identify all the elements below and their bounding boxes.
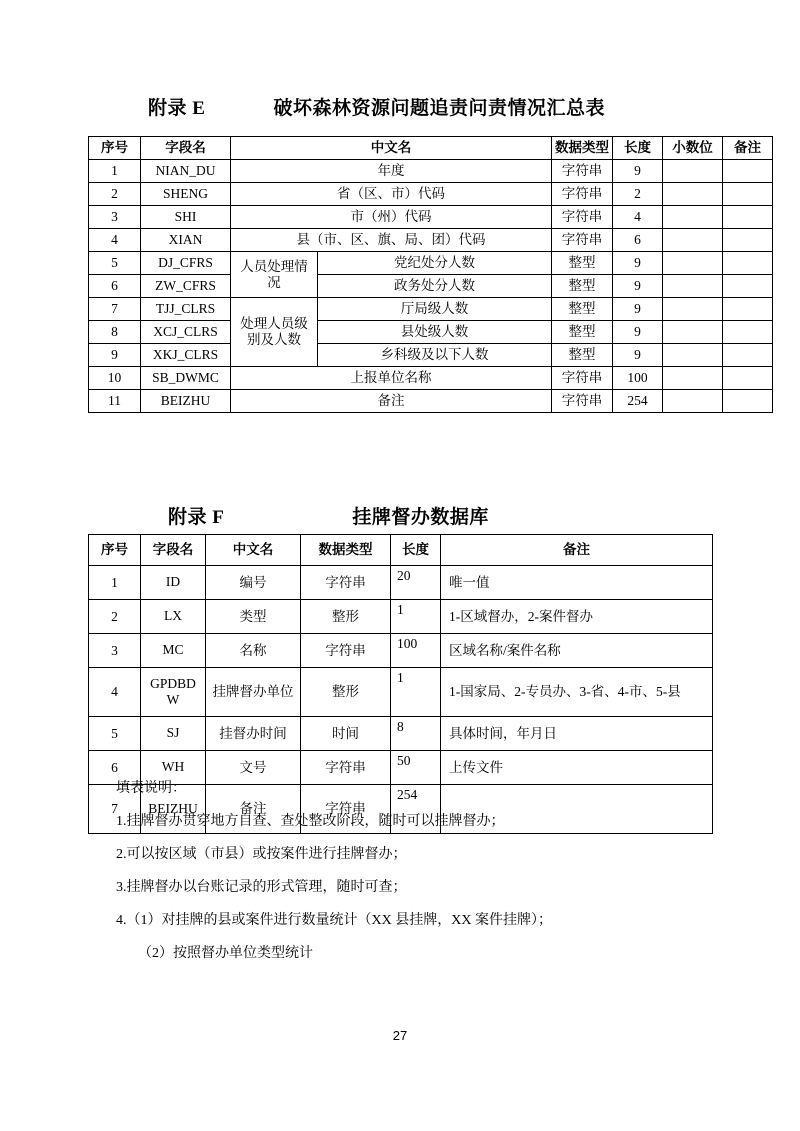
cell-remark <box>723 160 773 183</box>
cell-seq: 1 <box>89 160 141 183</box>
appendix-e-table <box>88 136 773 413</box>
cell-length: 9 <box>613 298 663 321</box>
cell-decimal <box>663 229 723 252</box>
table-row <box>89 668 713 717</box>
cell-length: 254 <box>613 390 663 413</box>
cell-data-type: 字符串 <box>301 785 391 834</box>
cell-length: 50 <box>391 751 441 785</box>
cell-decimal <box>663 160 723 183</box>
cell-seq: 11 <box>89 390 141 413</box>
cell-decimal <box>663 206 723 229</box>
cell-remark <box>723 321 773 344</box>
cell-chinese-name: 挂督办时间 <box>206 717 301 751</box>
cell-data-type: 时间 <box>301 717 391 751</box>
cell-field-name: ZW_CFRS <box>141 275 231 298</box>
cell-seq: 4 <box>89 668 141 717</box>
cell-data-type: 字符串 <box>301 634 391 668</box>
cell-seq: 9 <box>89 344 141 367</box>
header-data-type: 数据类型 <box>552 137 613 160</box>
table-header-row <box>89 535 713 566</box>
cell-field-name: GPDBDW <box>141 668 206 717</box>
cell-data-type: 字符串 <box>552 367 613 390</box>
page-number: 27 <box>392 1028 408 1043</box>
cell-seq: 3 <box>89 206 141 229</box>
table-header-row <box>89 137 773 160</box>
header-field-name: 字段名 <box>141 137 231 160</box>
cell-length: 9 <box>613 160 663 183</box>
cell-data-type: 字符串 <box>301 751 391 785</box>
cell-remark <box>723 390 773 413</box>
notes-item-2: 2.可以按区域（市县）或按案件进行挂牌督办； <box>116 847 407 862</box>
cell-length: 100 <box>613 367 663 390</box>
cell-seq: 5 <box>89 252 141 275</box>
header-seq: 序号 <box>89 137 141 160</box>
cell-data-type: 字符串 <box>552 160 613 183</box>
cell-length: 9 <box>613 321 663 344</box>
header-remark: 备注 <box>723 137 773 160</box>
cell-field-name: SHENG <box>141 183 231 206</box>
cell-chinese-name: 备注 <box>231 390 552 413</box>
cell-length: 4 <box>613 206 663 229</box>
cell-data-type: 整型 <box>552 344 613 367</box>
cell-seq: 7 <box>89 785 141 834</box>
cell-group-personnel-level: 处理人员级别及人数 <box>231 298 318 367</box>
cell-field-name: XKJ_CLRS <box>141 344 231 367</box>
table-row <box>89 321 773 344</box>
table-row <box>89 275 773 298</box>
cell-chinese-name: 政务处分人数 <box>318 275 552 298</box>
cell-decimal <box>663 252 723 275</box>
cell-length: 9 <box>613 252 663 275</box>
cell-decimal <box>663 367 723 390</box>
cell-chinese-name: 厅局级人数 <box>318 298 552 321</box>
cell-chinese-name: 编号 <box>206 566 301 600</box>
notes-item-3: 3.挂牌督办以台账记录的形式管理，随时可查； <box>116 880 407 895</box>
cell-field-name: WH <box>141 751 206 785</box>
cell-remark <box>723 298 773 321</box>
cell-seq: 2 <box>89 600 141 634</box>
appendix-e-label: 附录 E <box>148 98 206 119</box>
cell-seq: 5 <box>89 717 141 751</box>
table-row <box>89 367 773 390</box>
cell-field-name: DJ_CFRS <box>141 252 231 275</box>
notes-item-4-sub-2: （2）按照督办单位类型统计 <box>138 946 313 961</box>
cell-field-name: BEIZHU <box>141 785 206 834</box>
appendix-f-title-row <box>168 502 489 529</box>
cell-group-personnel-handling: 人员处理情况 <box>231 252 318 298</box>
cell-data-type: 字符串 <box>301 566 391 600</box>
cell-remark <box>723 206 773 229</box>
cell-decimal <box>663 321 723 344</box>
cell-length: 8 <box>391 717 441 751</box>
cell-remark: 区域名称/案件名称 <box>441 634 713 668</box>
header-length: 长度 <box>391 535 441 566</box>
table-row <box>89 751 713 785</box>
cell-field-name: TJJ_CLRS <box>141 298 231 321</box>
cell-field-name: NIAN_DU <box>141 160 231 183</box>
cell-remark <box>723 183 773 206</box>
notes-item-1: 1.挂牌督办贯穿地方自查、查处整改阶段，随时可以挂牌督办； <box>116 814 505 829</box>
cell-data-type: 整型 <box>552 298 613 321</box>
table-row <box>89 206 773 229</box>
cell-chinese-name: 县处级人数 <box>318 321 552 344</box>
appendix-f-title: 挂牌督办数据库 <box>352 507 489 528</box>
cell-remark <box>723 252 773 275</box>
table-row <box>89 390 773 413</box>
cell-data-type: 字符串 <box>552 229 613 252</box>
cell-chinese-name: 县（市、区、旗、局、团）代码 <box>231 229 552 252</box>
header-field-name: 字段名 <box>141 535 206 566</box>
cell-length: 1 <box>391 668 441 717</box>
cell-seq: 3 <box>89 634 141 668</box>
cell-data-type: 字符串 <box>552 206 613 229</box>
cell-remark <box>723 275 773 298</box>
cell-field-name: MC <box>141 634 206 668</box>
cell-seq: 10 <box>89 367 141 390</box>
table-row <box>89 183 773 206</box>
cell-data-type: 整型 <box>552 321 613 344</box>
cell-length: 2 <box>613 183 663 206</box>
cell-chinese-name: 省（区、市）代码 <box>231 183 552 206</box>
header-chinese-name: 中文名 <box>206 535 301 566</box>
cell-length: 100 <box>391 634 441 668</box>
cell-decimal <box>663 390 723 413</box>
cell-data-type: 整形 <box>301 600 391 634</box>
cell-chinese-name: 年度 <box>231 160 552 183</box>
cell-length: 254 <box>391 785 441 834</box>
cell-chinese-name: 挂牌督办单位 <box>206 668 301 717</box>
header-data-type: 数据类型 <box>301 535 391 566</box>
cell-chinese-name: 乡科级及以下人数 <box>318 344 552 367</box>
cell-field-name: XIAN <box>141 229 231 252</box>
cell-length: 6 <box>613 229 663 252</box>
cell-remark: 1-区域督办，2-案件督办 <box>441 600 713 634</box>
cell-field-name: BEIZHU <box>141 390 231 413</box>
cell-remark: 唯一值 <box>441 566 713 600</box>
header-seq: 序号 <box>89 535 141 566</box>
cell-seq: 6 <box>89 751 141 785</box>
cell-chinese-name: 上报单位名称 <box>231 367 552 390</box>
appendix-e-title-row <box>148 93 605 120</box>
cell-data-type: 整型 <box>552 252 613 275</box>
cell-seq: 4 <box>89 229 141 252</box>
cell-seq: 6 <box>89 275 141 298</box>
cell-data-type: 整型 <box>552 275 613 298</box>
cell-field-name: SB_DWMC <box>141 367 231 390</box>
table-row <box>89 252 773 275</box>
header-chinese-name: 中文名 <box>231 137 552 160</box>
header-decimal: 小数位 <box>663 137 723 160</box>
cell-length: 9 <box>613 344 663 367</box>
header-remark: 备注 <box>441 535 713 566</box>
cell-field-name: ID <box>141 566 206 600</box>
notes-heading: 填表说明： <box>116 781 186 796</box>
cell-decimal <box>663 298 723 321</box>
cell-decimal <box>663 275 723 298</box>
cell-seq: 7 <box>89 298 141 321</box>
cell-remark: 1-国家局、2-专员办、3-省、4-市、5-县 <box>441 668 713 717</box>
cell-chinese-name: 党纪处分人数 <box>318 252 552 275</box>
cell-length: 1 <box>391 600 441 634</box>
cell-field-name: SHI <box>141 206 231 229</box>
table-row <box>89 600 713 634</box>
cell-remark <box>723 229 773 252</box>
cell-decimal <box>663 344 723 367</box>
cell-data-type: 字符串 <box>552 390 613 413</box>
table-row <box>89 298 773 321</box>
cell-remark <box>723 344 773 367</box>
cell-seq: 8 <box>89 321 141 344</box>
cell-field-name: SJ <box>141 717 206 751</box>
cell-remark <box>723 367 773 390</box>
cell-chinese-name: 名称 <box>206 634 301 668</box>
cell-length: 9 <box>613 275 663 298</box>
cell-chinese-name: 文号 <box>206 751 301 785</box>
cell-length: 20 <box>391 566 441 600</box>
header-length: 长度 <box>613 137 663 160</box>
cell-data-type: 字符串 <box>552 183 613 206</box>
cell-field-name: XCJ_CLRS <box>141 321 231 344</box>
cell-remark: 上传文件 <box>441 751 713 785</box>
cell-decimal <box>663 183 723 206</box>
appendix-f-label: 附录 F <box>168 507 225 528</box>
table-row <box>89 717 713 751</box>
cell-field-name: LX <box>141 600 206 634</box>
cell-chinese-name: 备注 <box>206 785 301 834</box>
appendix-e-title: 破坏森林资源问题追责问责情况汇总表 <box>273 98 605 119</box>
table-row <box>89 229 773 252</box>
table-row <box>89 634 713 668</box>
cell-chinese-name: 类型 <box>206 600 301 634</box>
table-row <box>89 566 713 600</box>
table-row <box>89 344 773 367</box>
table-row <box>89 160 773 183</box>
cell-remark: 具体时间，年月日 <box>441 717 713 751</box>
fill-instructions <box>116 782 736 980</box>
cell-seq: 1 <box>89 566 141 600</box>
notes-item-4: 4.（1）对挂牌的县或案件进行数量统计（XX 县挂牌，XX 案件挂牌）； <box>116 913 552 928</box>
cell-seq: 2 <box>89 183 141 206</box>
cell-chinese-name: 市（州）代码 <box>231 206 552 229</box>
cell-data-type: 整形 <box>301 668 391 717</box>
